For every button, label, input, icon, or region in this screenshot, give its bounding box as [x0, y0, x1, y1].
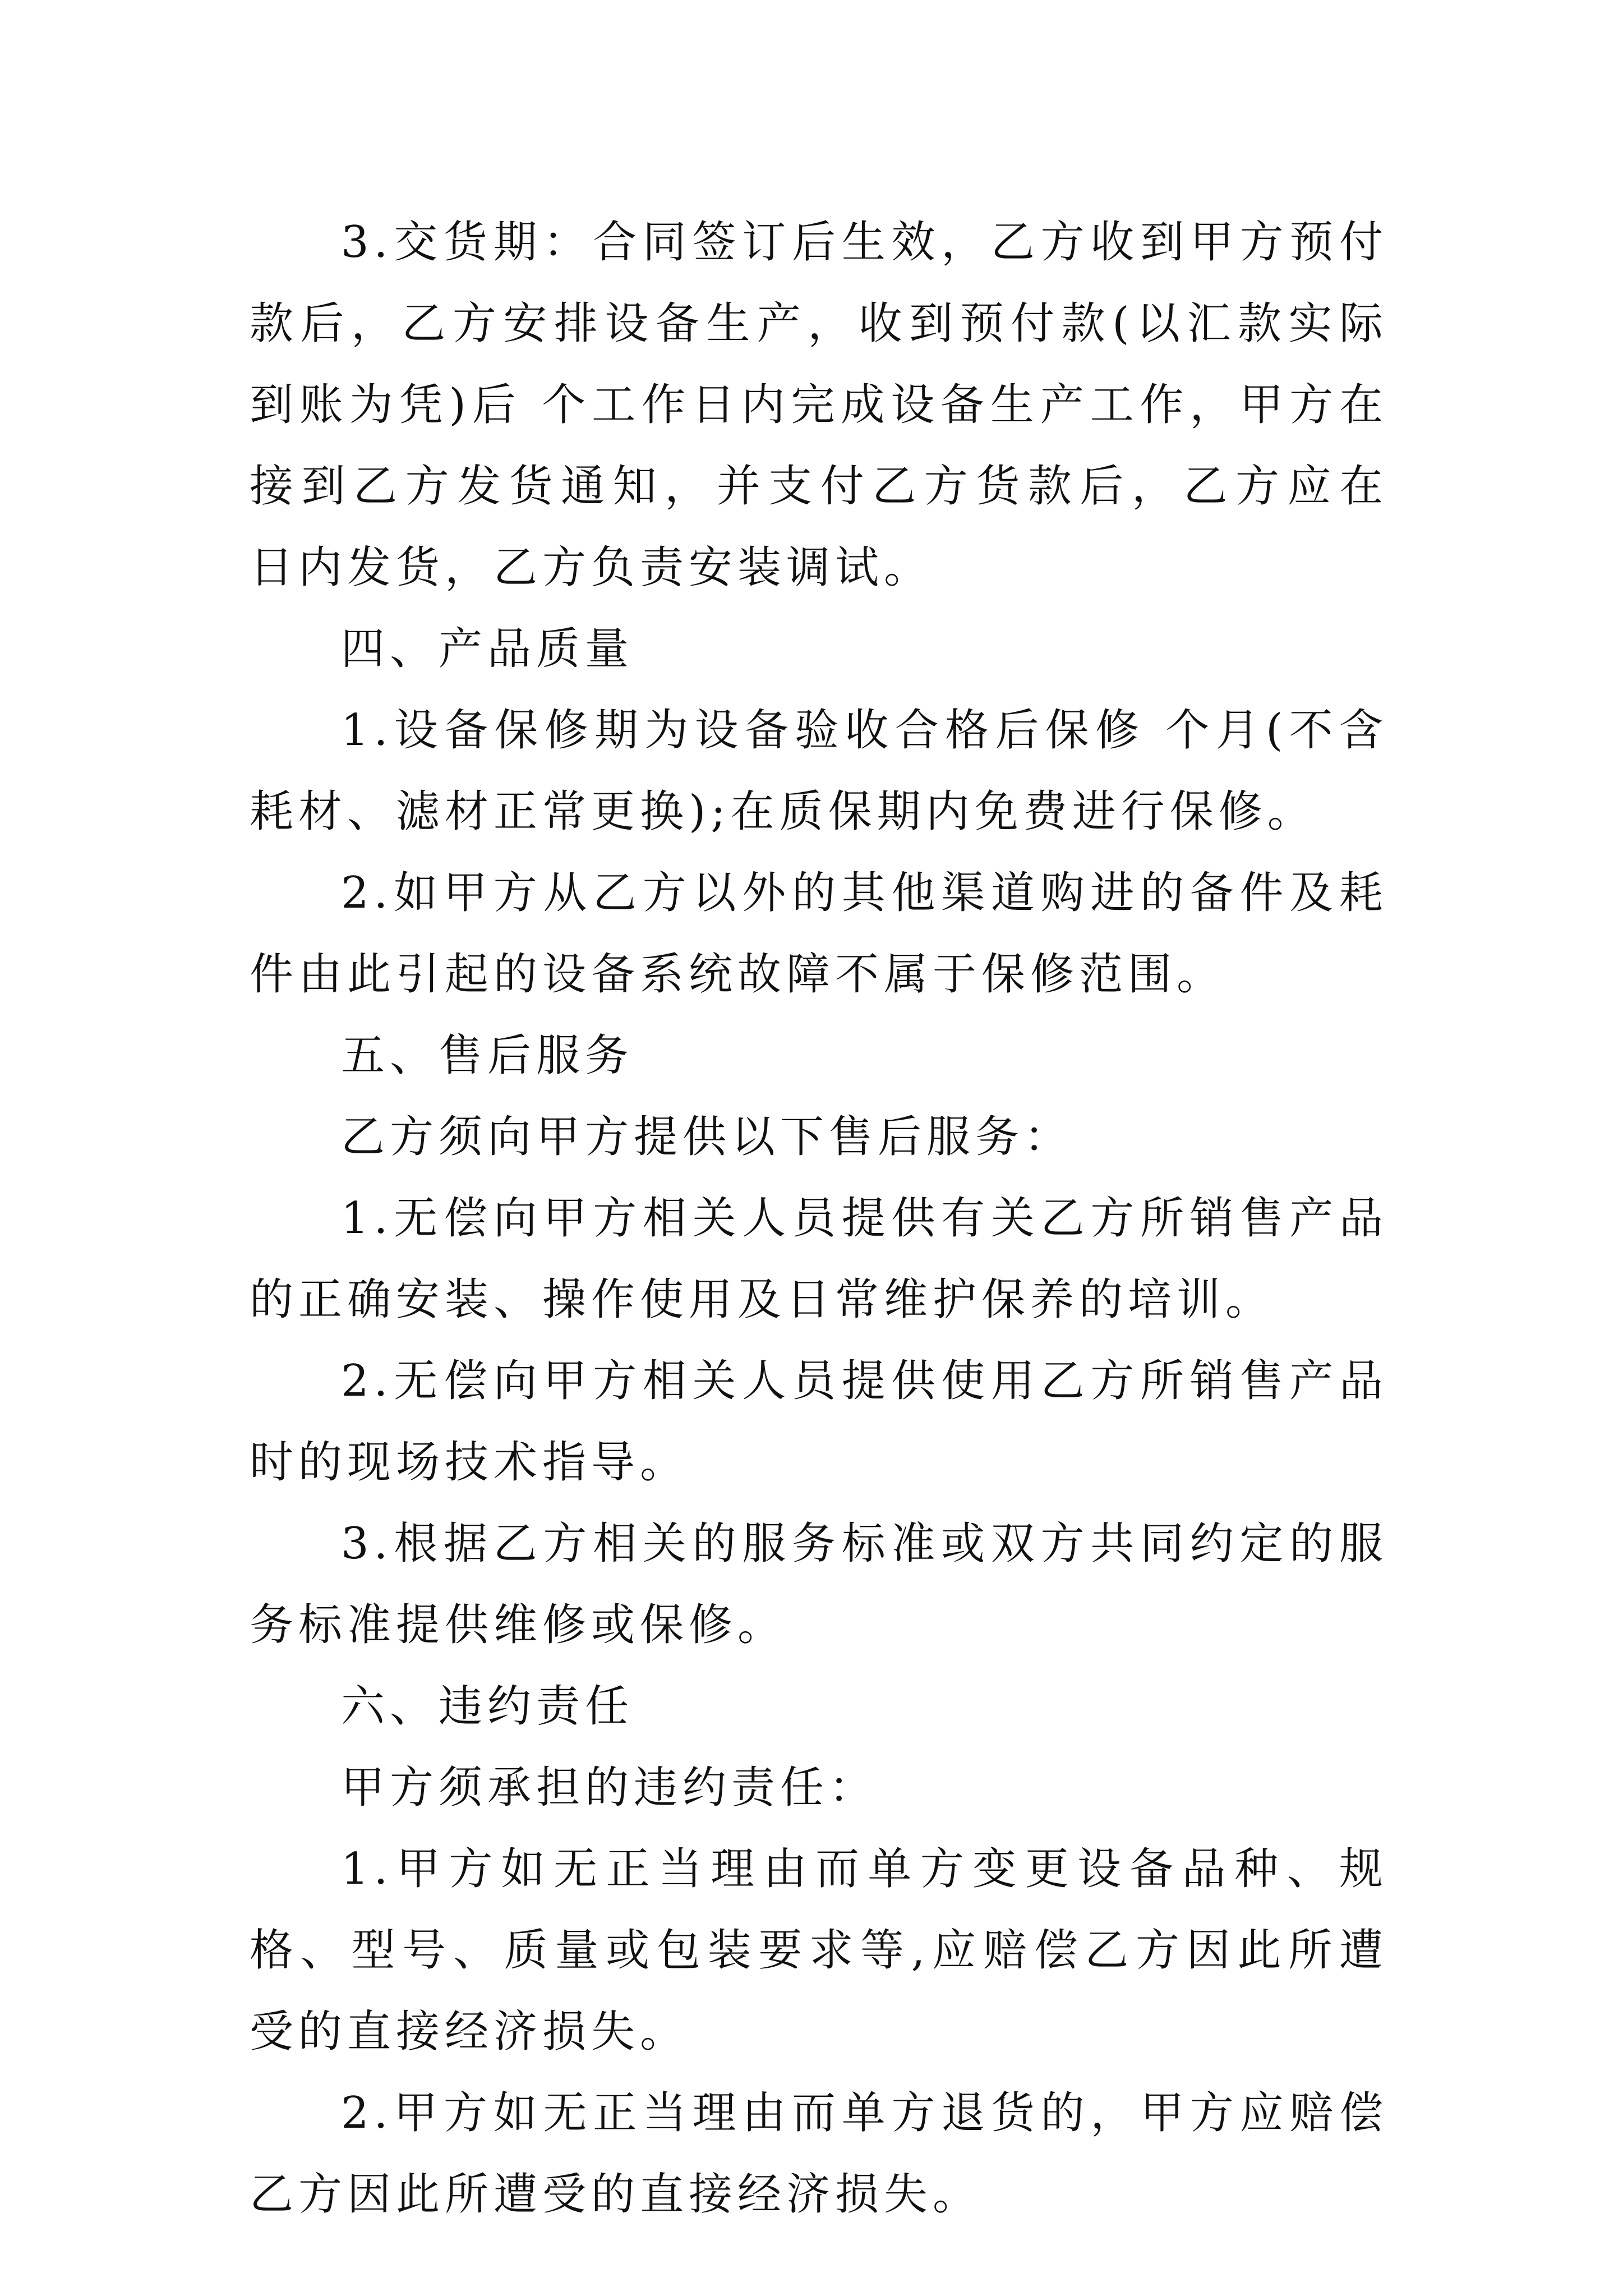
section-heading-product-quality: 四、产品质量 — [341, 624, 634, 674]
clause-onsite-guidance: 2.无偿向甲方相关人员提供使用乙方所销售产品时的现场技术指导。 — [250, 1356, 1388, 1488]
clause-training: 1.无偿向甲方相关人员提供有关乙方所销售产品的正确安装、操作使用及日常维护保养的培训。 — [250, 1193, 1388, 1325]
clause-warranty-exclusion: 2.如甲方从乙方以外的其他渠道购进的备件及耗件由此引起的设备系统故障不属于保修范围。 — [250, 868, 1388, 1000]
document-body — [250, 202, 1388, 2235]
after-sales-intro: 乙方须向甲方提供以下售后服务： — [341, 1112, 1073, 1162]
clause-unilateral-change: 1.甲方如无正当理由而单方变更设备品种、规格、型号、质量或包装要求等,应赔偿乙方因此所遭受的直接经济损失。 — [250, 1844, 1388, 2057]
clause-unilateral-return: 2.甲方如无正当理由而单方退货的，甲方应赔偿乙方因此所遭受的直接经济损失。 — [250, 2088, 1388, 2220]
section-heading-after-sales: 五、售后服务 — [341, 1030, 634, 1081]
clause-warranty-period: 1.设备保修期为设备验收合格后保修 个月(不含耗材、滤材正常更换);在质保期内免费进行保修。 — [250, 705, 1388, 837]
clause-delivery-period: 3.交货期：合同签订后生效，乙方收到甲方预付款后，乙方安排设备生产，收到预付款(以汇款实际到账为凭)后 个工作日内完成设备生产工作，甲方在接到乙方发货通知，并支付乙方货款后，乙方应在 日内发货，乙方负责安装调试。 — [250, 217, 1388, 593]
section-heading-liability: 六、违约责任 — [341, 1681, 634, 1732]
clause-repair-standard: 3.根据乙方相关的服务标准或双方共同约定的服务标准提供维修或保修。 — [250, 1519, 1388, 1650]
liability-intro: 甲方须承担的违约责任： — [341, 1763, 878, 1813]
